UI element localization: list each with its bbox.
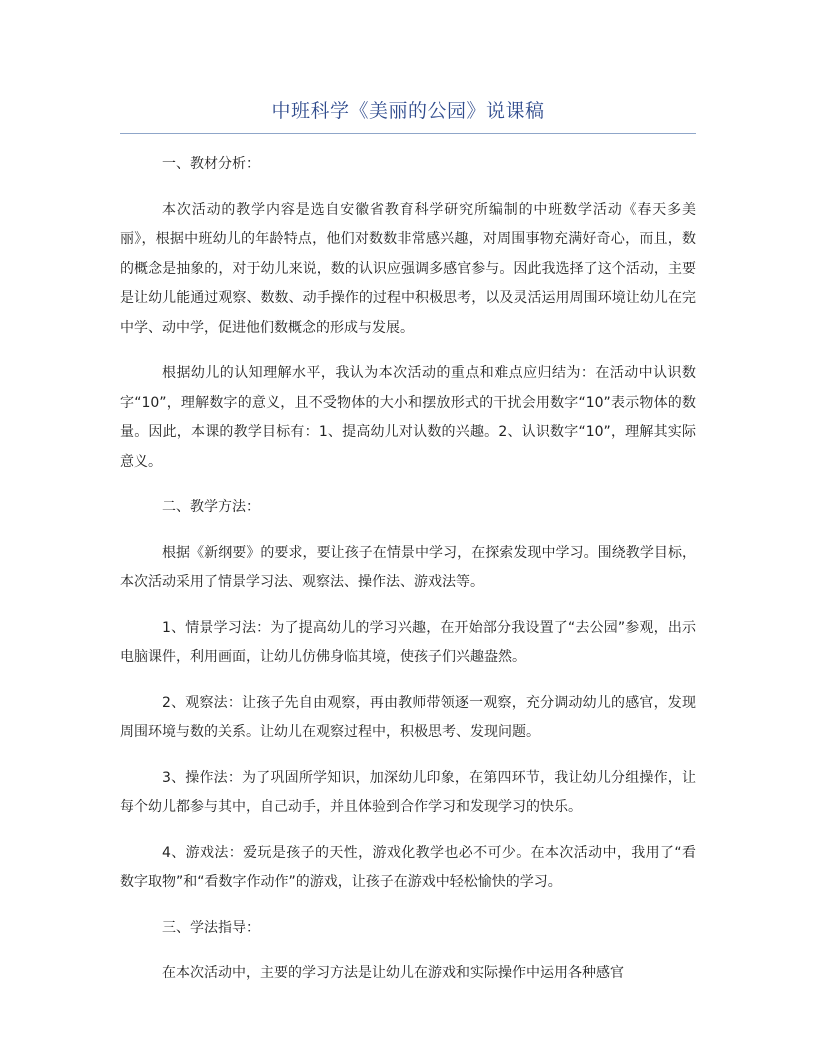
paragraph-method-observation: 2、观察法：让孩子先自由观察，再由教师带领逐一观察，充分调动幼儿的感官，发现周围环境与数的关系。让幼儿在观察过程中，积极思考、发现问题。 <box>120 694 696 740</box>
section-heading-teaching-methods: 二、教学方法： <box>162 499 260 515</box>
paragraph-learning-guidance: 在本次活动中，主要的学习方法是让幼儿在游戏和实际操作中运用各种感官 <box>162 965 624 981</box>
paragraph-method-game: 4、游戏法：爱玩是孩子的天性，游戏化教学也必不可少。在本次活动中，我用了“看数字取物”和“看数字作动作”的游戏，让孩子在游戏中轻松愉快的学习。 <box>120 844 696 890</box>
section-heading-learning-guidance: 三、学法指导： <box>162 919 260 936</box>
title-underline <box>120 133 696 134</box>
paragraph-method-operation: 3、操作法：为了巩固所学知识，加深幼儿印象，在第四环节，我让幼儿分组操作，让每个幼儿都参与其中，自己动手，并且体验到合作学习和发现学习的快乐。 <box>120 769 696 815</box>
paragraph-methods-overview: 根据《新纲要》的要求，要让孩子在情景中学习，在探索发现中学习。围绕教学目标，本次活动采用了情景学习法、观察法、操作法、游戏法等。 <box>120 544 696 590</box>
paragraph-key-points-goals: 根据幼儿的认知理解水平，我认为本次活动的重点和难点应归结为：在活动中认识数字“10”，理解数字的意义，且不受物体的大小和摆放形式的干扰会用数字“10”表示物体的数量。因此，本课的教学目标有：1、提高幼儿对认数的兴趣。2、认识数字“10”，理解其实际意义。 <box>120 365 696 470</box>
paragraph-method-situational: 1、情景学习法：为了提高幼儿的学习兴趣，在开始部分我设置了“去公园”参观，出示电脑课件，利用画面，让幼儿仿佛身临其境，使孩子们兴趣盎然。 <box>120 619 696 665</box>
paragraph-material-analysis: 本次活动的教学内容是选自安徽省教育科学研究所编制的中班数学活动《春天多美丽》，根据中班幼儿的年龄特点，他们对数数非常感兴趣，对周围事物充满好奇心，而且，数的概念是抽象的，对于幼儿来说，数的认识应强调多感官参与。因此我选择了这个活动，主要是让幼儿能通过观察、数数、动手操作的过程中积极思考，以及灵活运用周围环境让幼儿在完中学、动中学，促进他们数概念的形成与发展。 <box>120 201 696 336</box>
document-body <box>120 150 696 1005</box>
section-heading-teaching-material: 一、教材分析： <box>162 156 260 172</box>
document-title: 中班科学《美丽的公园》说课稿 <box>271 100 545 122</box>
